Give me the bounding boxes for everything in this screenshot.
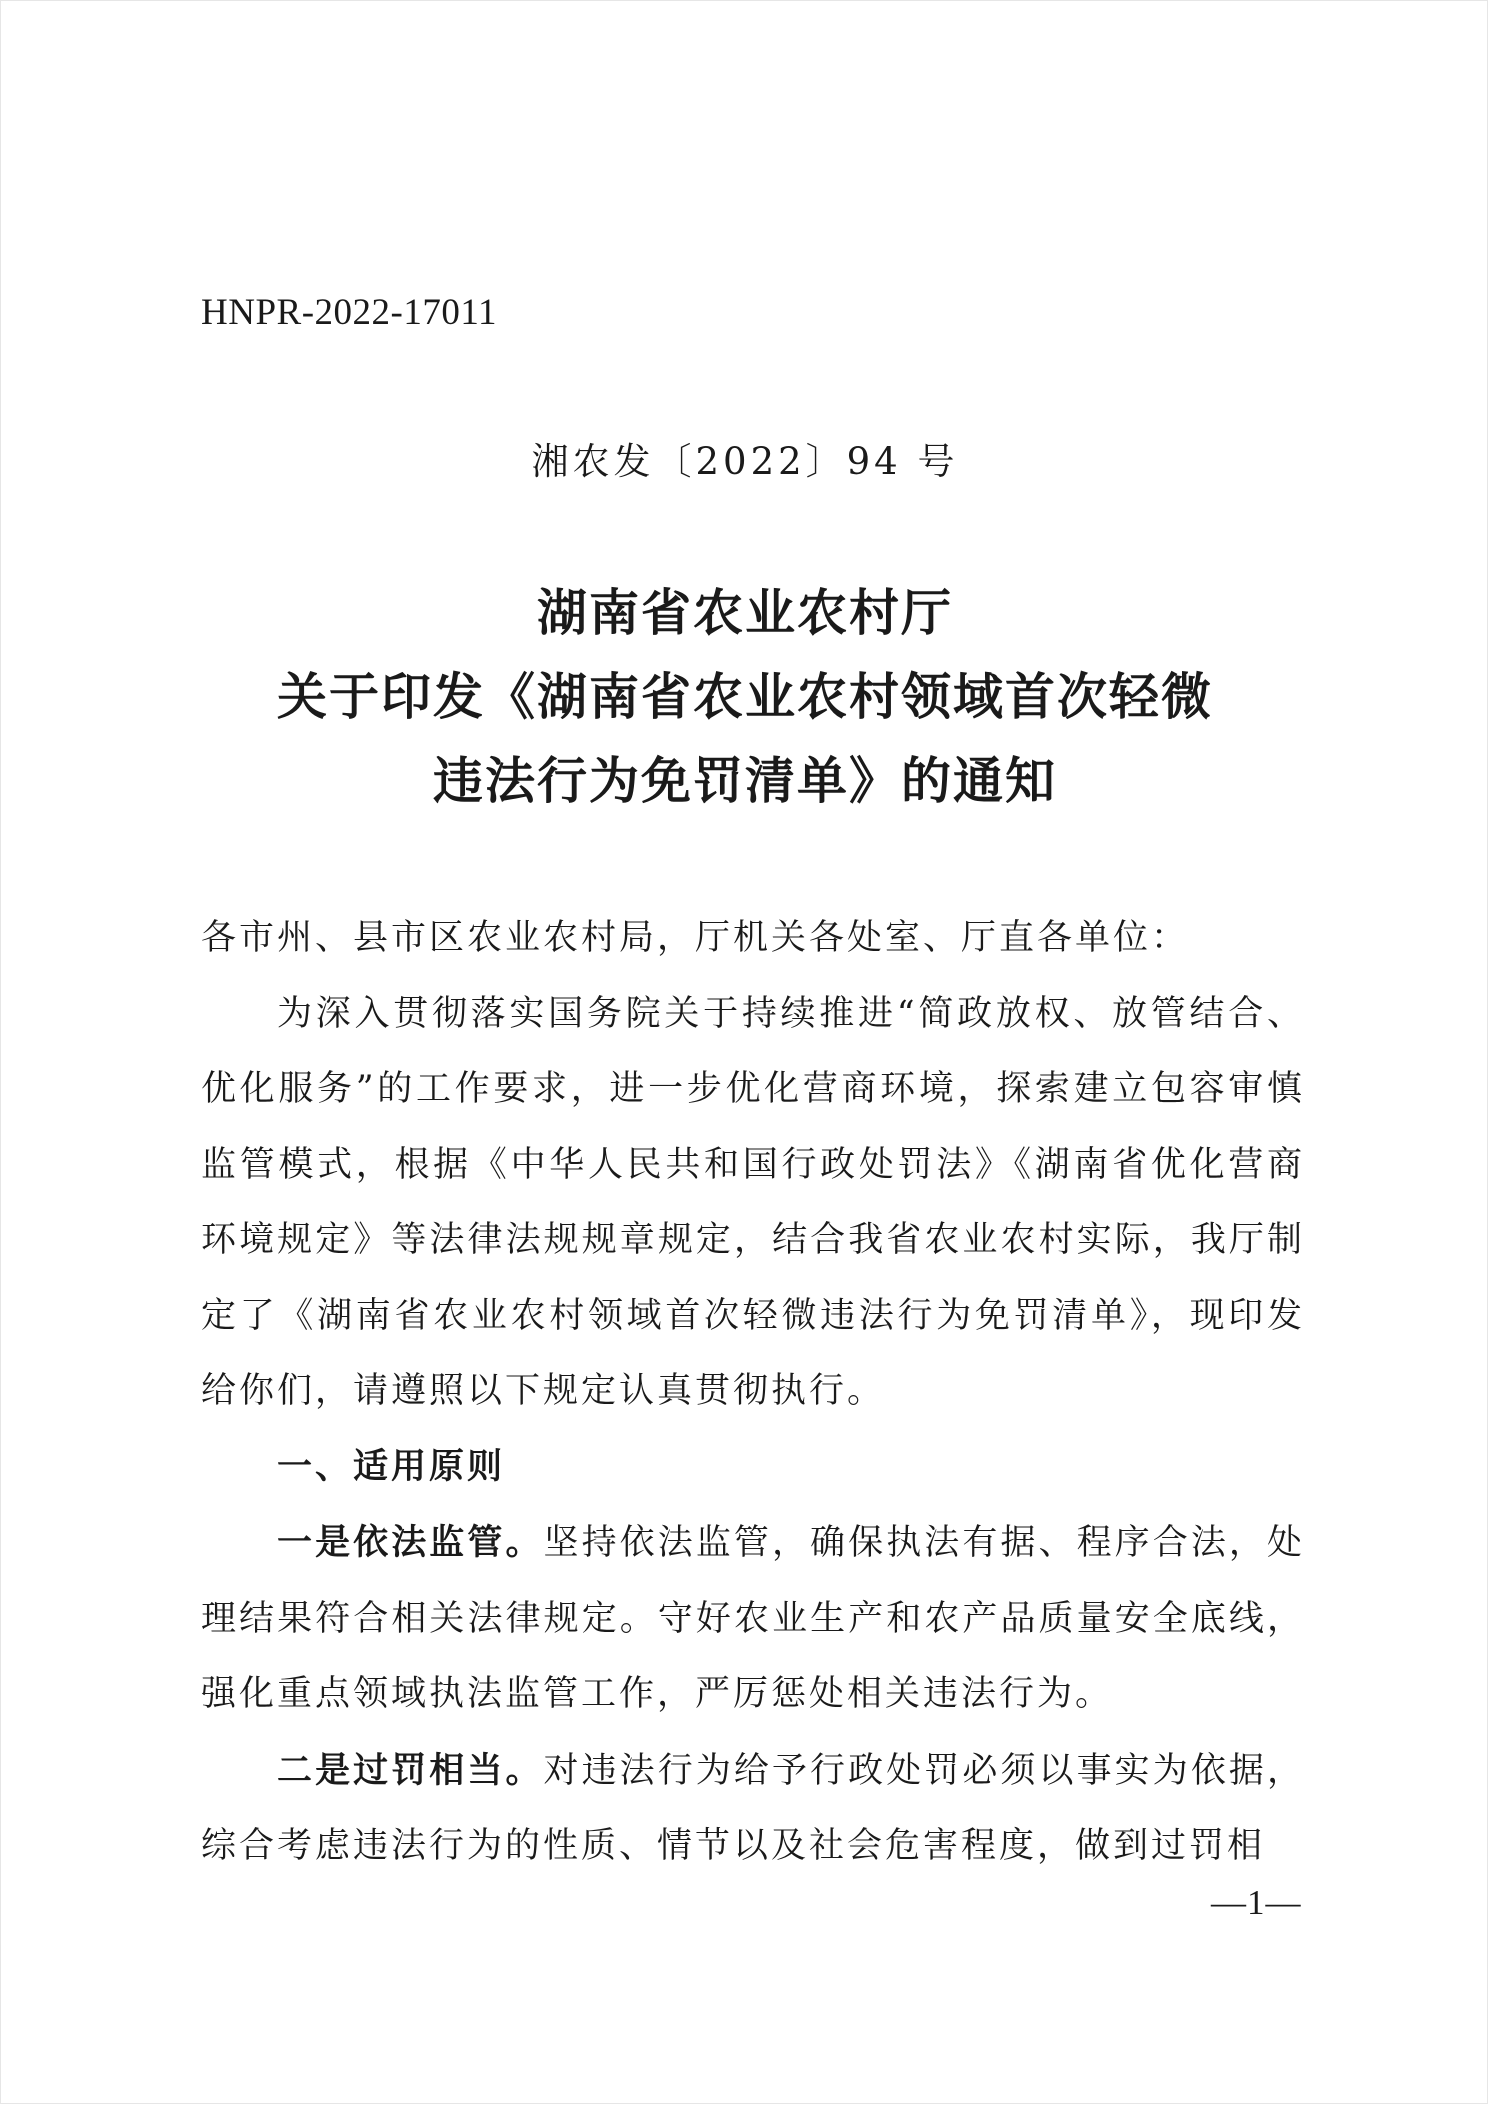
addressee: 各市州、县市区农业农村局，厅机关各处室、厅直各单位：	[201, 918, 1190, 958]
principle-text-2: 对违法行为给予行政处罚必须以事实为依据，综合考虑违法行为的性质、情节以及社会危害程度，做到过罚相	[201, 1750, 1305, 1866]
document-number: 湘农发〔2022〕94 号	[531, 440, 959, 483]
page-number: —1—	[1211, 1883, 1302, 1922]
title-line-3: 违法行为免罚清单》的通知	[433, 752, 1057, 810]
principle-lead-1: 一是依法监管。	[277, 1522, 544, 1563]
document-title	[1, 571, 1488, 823]
intro-paragraph: 为深入贯彻落实国务院关于持续推进“简政放权、放管结合、优化服务”的工作要求，进一步优化营商环境，探索建立包容审慎监管模式，根据《中华人民共和国行政处罚法》《湖南省优化营商环境规定》等法律法规规章规定，结合我省农业农村实际，我厅制定了《湖南省农业农村领域首次轻微违法行为免罚清单》，现印发给你们，请遵照以下规定认真贯彻执行。	[201, 993, 1305, 1411]
document-body	[201, 901, 1305, 1885]
title-line-2: 关于印发《湖南省农业农村领域首次轻微	[277, 668, 1213, 726]
principle-paragraph-1	[201, 1505, 1305, 1733]
document-id: HNPR-2022-17011	[201, 292, 497, 333]
section-heading: 一、适用原则	[277, 1446, 506, 1487]
principle-text-1: 坚持依法监管，确保执法有据、程序合法，处理结果符合相关法律规定。守好农业生产和农产品质量安全底线，强化重点领域执法监管工作，严厉惩处相关违法行为。	[201, 1523, 1305, 1714]
title-line-1: 湖南省农业农村厅	[537, 584, 953, 642]
principle-lead-2: 二是过罚相当。	[277, 1749, 544, 1791]
principle-paragraph-2	[201, 1733, 1305, 1885]
